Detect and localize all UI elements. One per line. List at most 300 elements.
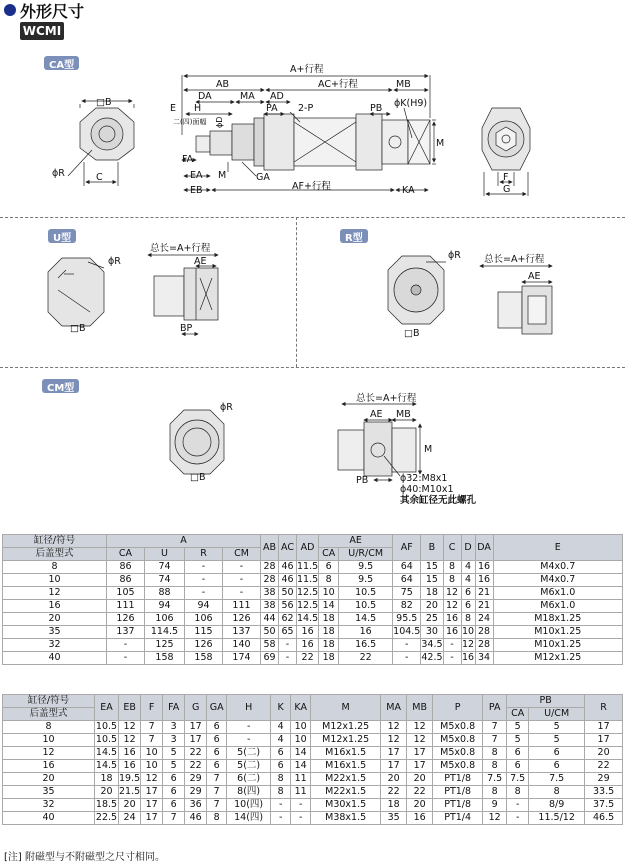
table-cell: 4 (271, 721, 291, 734)
t1-h-ae: AE (319, 535, 393, 548)
table-cell: 82 (393, 600, 421, 613)
table-cell: 7 (141, 734, 163, 747)
table-cell: 8 (207, 812, 227, 825)
table-cell: 10 (3, 574, 107, 587)
dim-phir-ca: ϕR (52, 168, 65, 179)
table-cell: - (223, 561, 261, 574)
table-cell: 126 (223, 613, 261, 626)
table-cell: 17 (585, 734, 623, 747)
table-cell: 16 (339, 626, 393, 639)
table-cell: 74 (145, 574, 185, 587)
table-cell: - (291, 799, 311, 812)
table-cell: 174 (223, 652, 261, 665)
dim-g: G (503, 184, 511, 195)
table-cell: 28 (475, 626, 493, 639)
table-cell: 16 (443, 626, 461, 639)
dimension-table-2 (2, 694, 623, 825)
dim-ka: KA (402, 185, 415, 196)
t1-h-ab: AB (261, 535, 279, 561)
table-cell: 94 (145, 600, 185, 613)
separator-3 (0, 367, 625, 368)
table-cell: 5 (529, 734, 585, 747)
table-cell: 11.5 (297, 561, 319, 572)
table-cell: 17 (141, 786, 163, 799)
dim-e: E (170, 103, 177, 114)
table-cell: 7 (483, 721, 507, 734)
table-cell: 3 (163, 721, 185, 734)
dim-m-ca: M (218, 170, 227, 181)
t1-h-a: A (107, 535, 261, 548)
dim-mb: MB (396, 79, 411, 90)
table-cell: 37.5 (585, 799, 623, 812)
table-cell: 20 (585, 747, 623, 760)
table-cell: 16 (119, 760, 141, 773)
table-cell: 21.5 (119, 786, 141, 797)
t2-h-col: P (433, 695, 483, 721)
table-cell: 22 (185, 747, 207, 760)
table-cell: 16 (297, 639, 319, 652)
table-cell: 14.5 (339, 613, 393, 626)
table-cell: 10 (291, 721, 311, 734)
table-cell: 8 (443, 561, 461, 574)
table-cell: 9 (483, 799, 507, 812)
cm-view-tag: CM型 (42, 379, 79, 393)
table-cell: PT1/8 (433, 786, 483, 799)
table-cell: 28 (261, 561, 279, 574)
table-cell: 28 (261, 574, 279, 587)
table-cell: 7 (483, 734, 507, 747)
table-cell: M5x0.8 (433, 747, 483, 760)
table-cell: 20 (95, 786, 119, 799)
ca-drawing (0, 40, 625, 210)
table-cell: 115 (185, 626, 223, 639)
table-cell: - (507, 799, 529, 812)
table-cell: - (223, 574, 261, 587)
table-cell: 14.5 (95, 760, 118, 771)
dimension-table-1 (2, 534, 623, 665)
table-cell: 6 (529, 760, 585, 773)
table-cell: 10 (141, 760, 163, 773)
table-cell: 29 (185, 773, 207, 786)
table-cell: 16 (461, 652, 475, 663)
table-cell: 46.5 (585, 812, 623, 825)
table-cell: 16.5 (339, 639, 393, 652)
dim-bp: BP (180, 323, 193, 334)
t1-h-b: B (421, 535, 443, 561)
dim-ae-cm: AE (370, 409, 383, 420)
table-cell: 14 (291, 760, 311, 773)
table-cell: 28 (475, 639, 493, 652)
table-cell: M12x1.25 (311, 734, 381, 747)
table-cell: 6 (461, 587, 475, 600)
table-cell: 32 (3, 639, 107, 652)
table-cell: 20 (407, 799, 433, 812)
table-cell: 88 (145, 587, 185, 600)
table-cell: 22 (297, 652, 319, 665)
table-cell: 56 (279, 600, 297, 613)
dim-pb: PB (370, 103, 383, 114)
table-cell: M12x1.25 (311, 721, 381, 734)
table-cell: 12 (443, 587, 461, 600)
table-cell: 16 (3, 760, 95, 773)
r-view-tag: R型 (340, 229, 368, 243)
table-cell: 12 (3, 587, 107, 600)
table-cell: 10(四) (227, 799, 271, 812)
table-cell: 158 (185, 652, 223, 665)
table-cell: 10 (291, 734, 311, 747)
t1-h-ae-urcm: U/R/CM (339, 548, 393, 561)
table-row (3, 639, 623, 652)
table-cell: 18 (319, 639, 339, 652)
table-cell: 38 (261, 587, 279, 600)
dim-a-stroke: A+行程 (290, 64, 324, 75)
table-row (3, 626, 623, 639)
table-cell: 69 (261, 652, 279, 665)
dim-af-stroke: AF+行程 (292, 181, 331, 192)
table-cell: 126 (107, 613, 145, 626)
t2-h-col: EB (119, 695, 141, 721)
table-cell: 7 (163, 812, 185, 825)
table-cell: 15 (421, 574, 443, 587)
dim-phik: ϕK(H9) (394, 98, 428, 109)
table-cell: 8 (3, 561, 107, 574)
dim-2p: 2-P (298, 103, 314, 114)
t2-h-col: MB (407, 695, 433, 721)
table-cell: 22 (585, 760, 623, 773)
table-row (3, 587, 623, 600)
table-cell: 12 (483, 812, 507, 825)
table-cell: 17 (141, 812, 163, 825)
table-cell: M16x1.5 (311, 760, 381, 773)
footnote: [注] 附磁型与不附磁型之尺寸相同。 (4, 852, 165, 863)
t1-h-ad: AD (297, 535, 319, 561)
table-row (3, 652, 623, 665)
table-cell: 8 (271, 786, 291, 799)
table-cell: 62 (279, 613, 297, 626)
table-cell: 8 (483, 786, 507, 799)
table-cell: 12 (119, 734, 141, 747)
dim-m-right: M (436, 138, 445, 149)
dim-ma: MA (240, 91, 255, 102)
table-cell: 86 (107, 561, 145, 574)
t2-h-pb: PB (507, 695, 585, 708)
table-cell: 17 (185, 734, 207, 747)
table-cell: 4 (461, 574, 475, 587)
table-cell: 7 (207, 773, 227, 786)
table-cell: PT1/8 (433, 773, 483, 786)
table-cell: 64 (393, 561, 421, 574)
table-cell: 22 (407, 786, 433, 799)
table-cell: 6 (507, 760, 529, 773)
t2-h-col: GA (207, 695, 227, 721)
table-cell: 94 (185, 600, 223, 613)
table-cell: 17 (407, 747, 433, 760)
t1-h-a-r: R (185, 548, 223, 561)
dim-ae-r: AE (528, 271, 541, 282)
table-cell: 105 (107, 587, 145, 600)
table-cell: 75 (393, 587, 421, 600)
table-cell: 32 (3, 799, 95, 812)
table-cell: 50 (261, 626, 279, 639)
table-cell: 12.5 (297, 600, 319, 611)
table-cell: 6 (207, 721, 227, 734)
table-cell: 16 (475, 561, 493, 574)
table-cell: 6 (207, 734, 227, 747)
t2-h-col: KA (291, 695, 311, 721)
dim-ga: GA (256, 172, 270, 183)
table-cell: 20 (119, 799, 141, 812)
table-cell: 29 (185, 786, 207, 799)
t1-h-e: E (493, 535, 622, 561)
table-cell: 5(二) (227, 760, 271, 773)
table-cell: 12 (381, 734, 407, 747)
table-cell: 5 (507, 721, 529, 734)
table-cell: 20 (407, 773, 433, 786)
table-cell: 35 (381, 812, 407, 825)
table-cell: 6 (529, 747, 585, 760)
table-cell: 46 (185, 812, 207, 825)
table-cell: M16x1.5 (311, 747, 381, 760)
table-row (3, 747, 623, 760)
table-cell: 35 (3, 626, 107, 639)
table-cell: 140 (223, 639, 261, 652)
table-cell: 18 (319, 652, 339, 665)
table-cell: - (291, 812, 311, 825)
t2-h-col: K (271, 695, 291, 721)
table-cell: 17 (585, 721, 623, 734)
table-cell: 17 (381, 760, 407, 773)
t2-h-col: PA (483, 695, 507, 721)
table-cell: 8 (483, 747, 507, 760)
table-cell: 22 (185, 760, 207, 773)
table-cell: M22x1.5 (311, 786, 381, 799)
table-cell: 11 (291, 786, 311, 799)
table-cell: 8/9 (529, 799, 585, 812)
t1-h-ac: AC (279, 535, 297, 561)
table-cell: M22x1.5 (311, 773, 381, 786)
dim-ab: AB (216, 79, 230, 90)
table-cell: 18 (381, 799, 407, 812)
dim-total-r: 总长=A+行程 (484, 254, 545, 265)
table-cell: M4x0.7 (493, 561, 622, 574)
t2-h-pb-ucm: U/CM (529, 708, 585, 721)
table-cell: 106 (145, 613, 185, 626)
table-cell: 12 (381, 721, 407, 734)
table-cell: 11.5 (297, 574, 319, 585)
table-cell: 74 (145, 561, 185, 574)
dim-phir-r: ϕR (448, 250, 461, 261)
ca-view-tag: CA型 (44, 56, 79, 70)
table-cell: 46 (279, 561, 297, 574)
table-cell: 14(四) (227, 812, 271, 825)
table-cell: 11 (291, 773, 311, 786)
table-cell: 6 (207, 760, 227, 773)
table-row (3, 734, 623, 747)
table-row (3, 574, 623, 587)
table-cell: - (227, 721, 271, 734)
table-cell: - (507, 812, 529, 825)
table-cell: 30 (421, 626, 443, 639)
table-cell: 22 (339, 652, 393, 665)
dim-ae-u: AE (194, 256, 207, 267)
dim-phir-u: ϕR (108, 256, 121, 267)
table-row (3, 786, 623, 799)
table-cell: 64 (393, 574, 421, 587)
table-cell: 33.5 (585, 786, 623, 799)
table-cell: 36 (185, 799, 207, 812)
table-cell: 111 (107, 600, 145, 613)
dim-mb-cm: MB (396, 409, 411, 420)
table-cell: 6 (163, 799, 185, 812)
table-cell: 86 (107, 574, 145, 587)
table-cell: 38 (261, 600, 279, 613)
table-cell: 8 (483, 760, 507, 773)
table-cell: 12 (3, 747, 95, 760)
table-row (3, 561, 623, 574)
dim-total-u: 总长=A+行程 (150, 243, 211, 254)
dim-phid: ϕD (215, 116, 224, 128)
table-cell: M6x1.0 (493, 587, 622, 600)
table-cell: - (393, 639, 421, 652)
table-cell: 6 (271, 760, 291, 773)
table-cell: 10.5 (95, 721, 118, 732)
table-cell: 158 (145, 652, 185, 665)
table-cell: 65 (279, 626, 297, 639)
cm-note-1: ϕ32:M8x1 (400, 473, 448, 484)
table-cell: - (223, 587, 261, 600)
table-cell: 7.5 (529, 773, 585, 786)
table-cell: 17 (381, 747, 407, 760)
table-cell: 126 (185, 639, 223, 652)
u-view-tag: U型 (48, 229, 76, 243)
t2-h-r: R (585, 695, 623, 721)
table-cell: - (279, 639, 297, 652)
title-bullet-icon (4, 4, 16, 16)
table-cell: 12 (141, 773, 163, 786)
table-cell: 16 (3, 600, 107, 613)
t2-h-col: MA (381, 695, 407, 721)
t1-h-d: D (461, 535, 475, 561)
u-drawing (0, 240, 296, 365)
table-cell: 6 (507, 747, 529, 760)
t1-h-af: AF (393, 535, 421, 561)
table-cell: 8 (319, 574, 339, 587)
dim-sqb-r: □B (404, 328, 420, 339)
dim-pa: PA (266, 103, 278, 114)
t1-h-a-ca: CA (107, 548, 145, 561)
table-cell: 20 (3, 613, 107, 626)
table-cell: 19.5 (119, 773, 141, 784)
table-cell: - (185, 561, 223, 574)
table-cell: 40 (3, 652, 107, 665)
dim-nut: 二(四)面幅 (173, 118, 207, 126)
table-cell: 7.5 (507, 773, 529, 786)
separator-1 (0, 217, 625, 218)
table-cell: 6 (163, 773, 185, 786)
table-cell: 106 (185, 613, 223, 626)
table-cell: 40 (3, 812, 95, 825)
table-cell: 24 (475, 613, 493, 626)
dim-pb-cm: PB (356, 475, 369, 486)
table-cell: 18 (95, 773, 119, 786)
table-cell: M4x0.7 (493, 574, 622, 587)
table-cell: 22.5 (95, 812, 118, 823)
table-cell: 15 (421, 561, 443, 574)
table-cell: 20 (381, 773, 407, 786)
table-cell: 17 (407, 760, 433, 773)
table-cell: 14 (319, 600, 339, 613)
dim-m-cm: M (424, 444, 433, 455)
table-cell: M10x1.25 (493, 626, 622, 639)
dim-sqb-ca: □B (96, 97, 112, 108)
table-cell: 35 (3, 786, 95, 799)
table-cell: - (271, 799, 291, 812)
table-row (3, 613, 623, 626)
title-text: 外形尺寸 (20, 1, 85, 21)
t2-h-col: EA (95, 695, 119, 721)
table-cell: - (271, 812, 291, 825)
table-cell: 18 (319, 613, 339, 626)
dim-sqb-cm: □B (190, 472, 206, 483)
dim-phir-cm: ϕR (220, 402, 233, 413)
cm-note-2: ϕ40:M10x1 (400, 484, 454, 495)
table-cell: 10.5 (339, 587, 393, 600)
table-cell: 58 (261, 639, 279, 652)
table-cell: 12 (443, 600, 461, 613)
table-cell: 10.5 (95, 734, 118, 745)
table-cell: 14 (291, 747, 311, 760)
table-cell: 20 (3, 773, 95, 786)
table-cell: 8(四) (227, 786, 271, 799)
table-cell: 16 (407, 812, 433, 825)
table-row (3, 773, 623, 786)
table-cell: 14.5 (95, 747, 118, 758)
dim-da: DA (198, 91, 212, 102)
table-row (3, 799, 623, 812)
t2-h-col: H (227, 695, 271, 721)
t2-h-bore: 缸径/符号 (3, 695, 95, 708)
table-cell: 29 (585, 773, 623, 786)
table-cell: 24 (119, 812, 141, 825)
table-cell: 95.5 (393, 613, 421, 626)
table-cell: 46 (279, 574, 297, 587)
table-cell: 12 (119, 721, 141, 734)
dim-ea: EA (190, 170, 203, 181)
cm-note-3: 其余缸径无此螺孔 (400, 495, 477, 506)
t2-h-cover: 后盖型式 (3, 708, 95, 721)
table-cell: 137 (223, 626, 261, 639)
table-cell: 18 (421, 587, 443, 600)
dim-h: H (194, 103, 202, 114)
table-cell: 111 (223, 600, 261, 613)
table-cell: PT1/8 (433, 799, 483, 812)
table-cell: M5x0.8 (433, 760, 483, 773)
table-cell: M12x1.25 (493, 652, 622, 665)
table-cell: 9.5 (339, 561, 393, 574)
t1-h-a-u: U (145, 548, 185, 561)
dim-fa: FA (182, 154, 194, 165)
table-cell: 8 (529, 786, 585, 799)
t2-h-col: G (185, 695, 207, 721)
table-cell: 12 (407, 734, 433, 747)
table-cell: 17 (185, 721, 207, 734)
table-cell: 34.5 (421, 639, 443, 650)
dim-sqb-u: □B (70, 323, 86, 334)
table-cell: 10 (461, 626, 475, 637)
table-cell: 5 (163, 760, 185, 773)
table-cell: 104.5 (393, 626, 421, 637)
dim-total-cm: 总长=A+行程 (356, 393, 417, 404)
